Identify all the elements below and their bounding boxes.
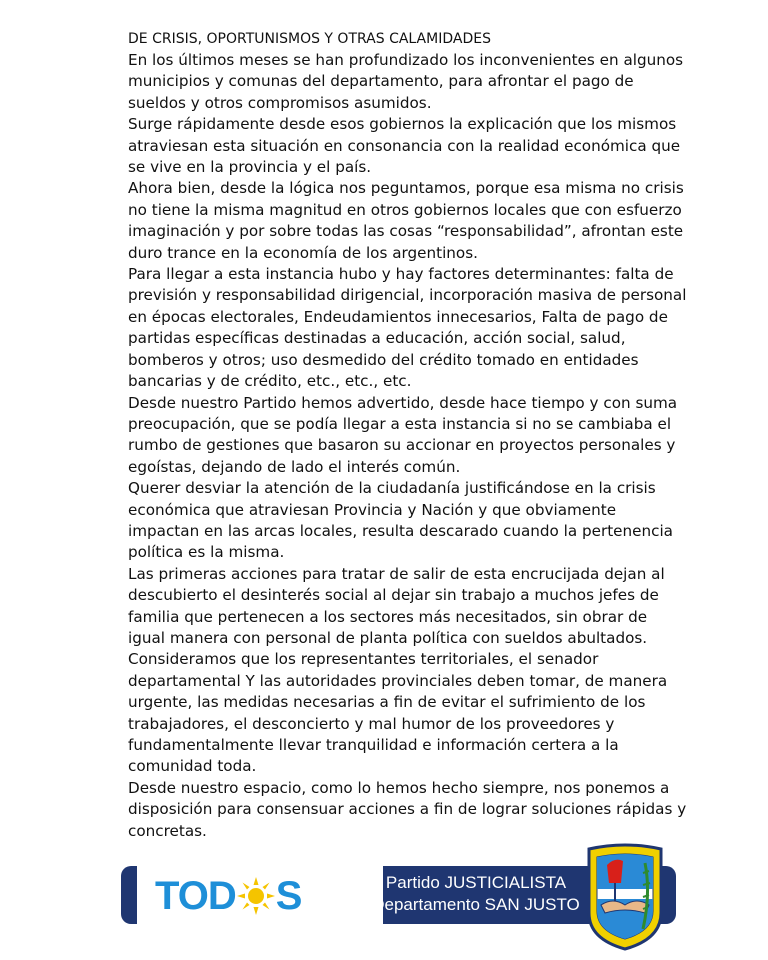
paragraph-7: Las primeras acciones para tratar de salir de esta encrucijada dejan al descubierto el desinterés social al dejar sin trabajo a muchos jefes de familia que pertenecen a los sectores más necesitados, sin obrar de igual manera con personal de planta política con sueldos abultados.	[128, 564, 665, 647]
party-text	[361, 872, 591, 916]
department-name: Departamento SAN JUSTO	[372, 895, 580, 914]
paragraph-3: Ahora bien, desde la lógica nos peguntamos, porque esa misma no crisis no tiene la misma magnitud en otros gobiernos locales que con esfuerzo imaginación y por sobre todas las cosas “responsabilidad”, afrontan este duro trance en la economía de los argentinos.	[128, 179, 684, 262]
paragraph-6: Querer desviar la atención de la ciudadanía justificándose en la crisis económica que atraviesan Provincia y Nación y que obviamente impactan en las arcas locales, resulta descarado cuando la pertenencia política es la misma.	[128, 479, 673, 562]
document-body	[128, 30, 688, 842]
paragraph-9: Desde nuestro espacio, como lo hemos hecho siempre, nos ponemos a disposición para consensuar acciones a fin de lograr soluciones rápidas y concretas.	[128, 778, 687, 840]
paragraph-5: Desde nuestro Partido hemos advertido, desde hace tiempo y con suma preocupación, que se podía llegar a esta instancia si no se cambiaba el rumbo de gestiones que basaron su accionar en proyectos personales y egoístas, dejando de lado el interés común.	[128, 393, 678, 476]
todos-logo	[155, 873, 302, 918]
paragraph-8: Consideramos que los representantes territoriales, el senador departamental Y las autoridades provinciales deben tomar, de manera urgente, las medidas necesarias a fin de evitar el sufrimiento de los trabajadores, el desconcierto y mal humor de los proveedores y fundamentalmente llevar tranquilidad e información certera a la comunidad toda.	[128, 650, 668, 776]
paragraph-1: En los últimos meses se han profundizado los inconvenientes en algunos municipios y comunas del departamento, para afrontar el pago de sueldos y otros compromisos asumidos.	[128, 51, 684, 112]
sun-icon	[237, 877, 275, 915]
party-name: Partido JUSTICIALISTA	[385, 873, 567, 892]
paragraph-2: Surge rápidamente desde esos gobiernos la explicación que los mismos atraviesan esta situación en consonancia con la realidad económica que se vive en la provincia y el país.	[128, 115, 681, 177]
todos-logo-right: S	[275, 873, 302, 918]
justicialista-shield-icon	[585, 843, 665, 951]
paragraph-4: Para llegar a esta instancia hubo y hay factores determinantes: falta de previsión y responsabilidad dirigencial, incorporación masiva de personal en épocas electorales, Endeudamientos innecesarios, Falta de pago de partidas específicas destinadas a educación, acción social, salud, bomberos y otros; uso desmedido del crédito tomado en entidades bancarias y de crédito, etc., etc., etc.	[128, 265, 687, 391]
todos-logo-left: TOD	[155, 873, 236, 918]
document-title: DE CRISIS, OPORTUNISMOS Y OTRAS CALAMIDADES	[128, 31, 491, 47]
